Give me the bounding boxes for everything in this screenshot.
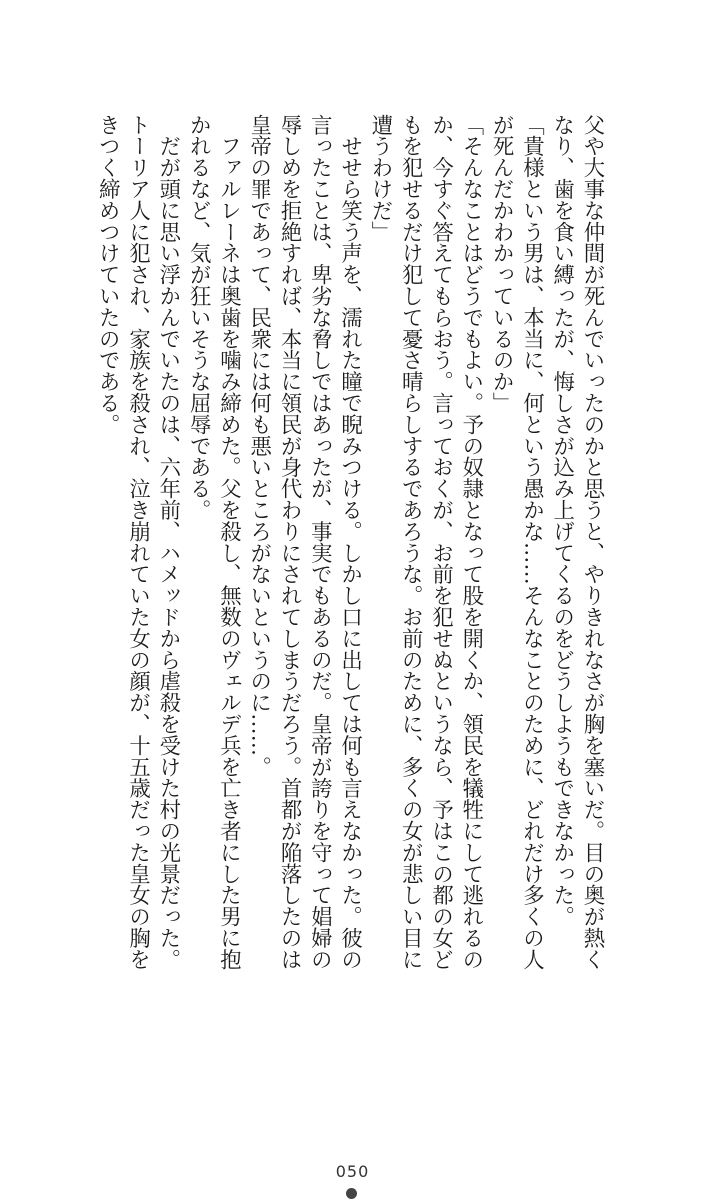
text-line: せせら笑う声を、濡れた瞳で睨みつける。しかし口に出しては何も言えなかった。彼の xyxy=(337,114,363,970)
text-line: 「そんなことはどうでもよい。予の奴隷となって股を開くか、領民を犠牲にして逃れるの xyxy=(458,114,484,970)
text-line: 父や大事な仲間が死んでいったのかと思うと、やりきれなさが胸を塞いだ。目の奥が熱く xyxy=(580,114,605,970)
text-line: が死んだかわかっているのか」 xyxy=(489,114,515,414)
text-line: きつく締めつけていたのである。 xyxy=(95,114,121,435)
text-line: 遭うわけだ」 xyxy=(367,114,393,243)
text-line: もを犯せるだけ犯して憂さ晴らしするであろうな。お前のために、多くの女が悲しい目に xyxy=(398,114,424,970)
text-line: 言ったことは、卑劣な脅しではあったが、事実でもあるのだ。皇帝が誇りを守って娼婦の xyxy=(307,114,333,970)
text-line: 「貴様という男は、本当に、何という愚かな……そんなことのために、どれだけ多くの人 xyxy=(519,114,545,970)
text-line: か、今すぐ答えてもらおう。言っておくが、お前を犯せぬというなら、予はこの都の女ど xyxy=(428,114,454,970)
text-line: トーリア人に犯され、家族を殺され、泣き崩れていた女の顔が、十五歳だった皇女の胸を xyxy=(125,114,151,970)
text-line: かれるなど、気が狂いそうな屈辱である。 xyxy=(186,114,212,521)
text-line: なり、歯を食い縛ったが、悔しさが込み上げてくるのをどうしようもできなかった。 xyxy=(549,114,575,928)
page-dot-icon xyxy=(346,1188,357,1199)
text-line: 辱しめを拒絶すれば、本当に領民が身代わりにされてしまうだろう。首都が陥落したのは xyxy=(277,114,303,970)
text-line: だが頭に思い浮かんでいたのは、六年前、ハメッドから虐殺を受けた村の光景だった。 xyxy=(155,114,181,970)
text-line: 皇帝の罪であって、民衆には何も悪いところがないというのに……。 xyxy=(246,114,272,778)
text-line: ファルレーネは奥歯を噛み締めた。父を殺し、無数のヴェルデ兵を亡き者にした男に抱 xyxy=(216,114,242,970)
page-number: 050 xyxy=(335,1162,370,1181)
body-text xyxy=(92,114,607,984)
